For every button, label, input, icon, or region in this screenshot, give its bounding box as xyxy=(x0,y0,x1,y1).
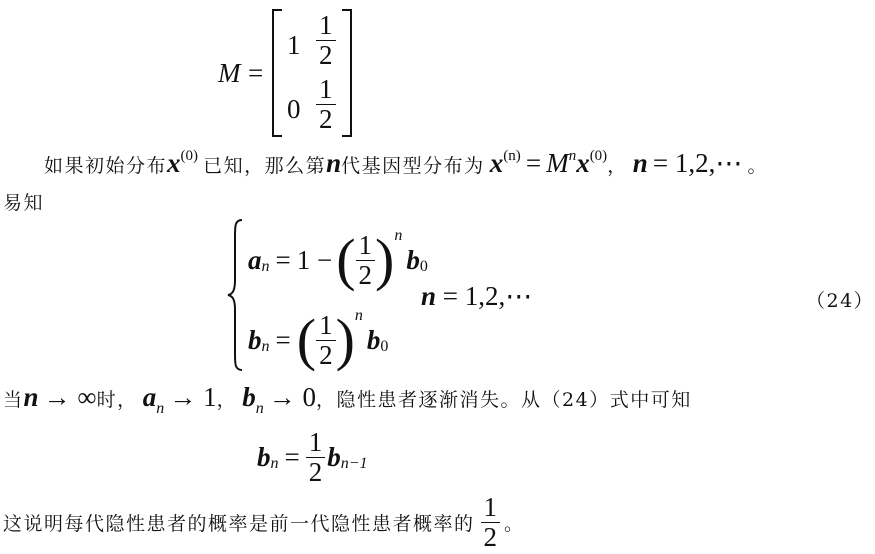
equals-sign: = xyxy=(248,58,264,88)
n-range: n = 1,2,⋯ xyxy=(421,281,533,311)
right-bracket xyxy=(340,8,354,138)
equation-an: a n = 1 − ( $\frac{1}{2}$ ) n b 0 xyxy=(248,227,428,292)
paragraph-limit: 当n → ∞时， an → 1， bn → 0，隐性患者逐渐消失。从（24）式中可知 xyxy=(3,382,692,417)
matrix-entry-11: 1 xyxy=(287,30,301,60)
paragraph-conclusion: 这说明每代隐性患者的概率是前一代隐性患者概率的 $\frac{1}{2}$ 。 xyxy=(3,491,525,552)
text-easy-to-know: 易知 xyxy=(3,192,45,214)
equation-number: （24） xyxy=(806,290,875,312)
matrix-entry-12: $\frac{1}{2}$ xyxy=(316,12,336,69)
matrix-name: M xyxy=(218,58,241,88)
equation-recurrence: b n = $\frac{1}{2}$ b n−1 xyxy=(257,426,368,487)
matrix-entry-22: $\frac{1}{2}$ xyxy=(316,76,336,133)
paragraph-distribution: 如果初始分布x(0) 已知，那么第n代基因型分布为 x(n) = Mnx(0)， n = 1,2,⋯ 。 xyxy=(44,148,769,178)
matrix-entry-21: 0 xyxy=(287,94,301,124)
left-bracket xyxy=(270,8,284,138)
equation-bn: b n = ( $\frac{1}{2}$ ) n b 0 xyxy=(248,307,389,372)
left-brace xyxy=(226,218,246,373)
